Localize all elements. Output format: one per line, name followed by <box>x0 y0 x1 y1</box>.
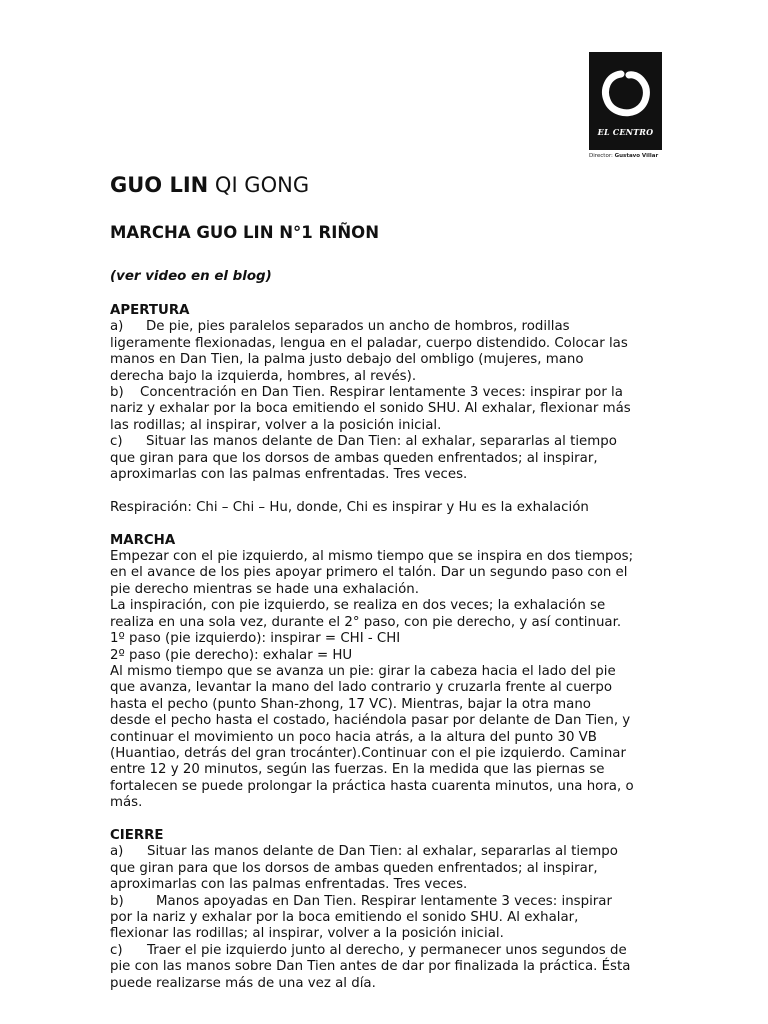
paragraph-line: pie derecho mientras se hade una exhalación. <box>110 581 419 597</box>
list-text: Manos apoyadas en Dan Tien. Respirar lentamente 3 veces: inspirar <box>156 893 612 909</box>
paragraph-line: fortalecen se puede prolongar la práctica hasta cuarenta minutos, una hora, o <box>110 778 634 794</box>
paragraph-line: 2º paso (pie derecho): exhalar = HU <box>110 647 353 663</box>
enso-circle-icon <box>599 66 653 122</box>
list-line <box>110 336 670 352</box>
list-text: Traer el pie izquierdo junto al derecho, y permanecer unos segundos de <box>147 942 627 958</box>
list-text: las rodillas; al inspirar, volver a la posición inicial. <box>110 417 442 433</box>
list-text: ligeramente flexionadas, lengua en el paladar, cuerpo distendido. Colocar las <box>110 335 628 351</box>
list-marker: b) <box>110 385 124 401</box>
director-label: Director: <box>589 153 613 159</box>
document-body <box>110 303 670 992</box>
list-line <box>110 418 670 434</box>
paragraph-line: La inspiración, con pie izquierdo, se realiza en dos veces; la exhalación se <box>110 598 606 614</box>
list-line <box>110 976 670 992</box>
list-text: puede realizarse más de una vez al día. <box>110 975 376 991</box>
marcha-paragraph <box>110 549 670 812</box>
list-text: aproximarlas con las palmas enfrentadas. Tres veces. <box>110 467 468 483</box>
list-text: pie con las manos sobre Dan Tien antes de dar por finalizada la práctica. Ésta <box>110 959 631 975</box>
list-line <box>110 926 670 942</box>
respiracion-text: Respiración: Chi – Chi – Hu, donde, Chi es inspirar y Hu es la exhalación <box>110 499 589 515</box>
list-marker: c) <box>110 942 123 958</box>
paragraph-line: continuar el movimiento un poco hacia atrás, a la altura del punto 30 VB <box>110 729 597 745</box>
list-text: manos en Dan Tien, la palma justo debajo del ombligo (mujeres, mano <box>110 352 584 368</box>
list-line <box>110 467 670 483</box>
list-text: que giran para que los dorsos de ambas queden enfrentados; al inspirar, <box>110 860 598 876</box>
logo-text: EL CENTRO <box>597 127 654 137</box>
list-line <box>110 369 670 385</box>
list-line <box>110 894 670 910</box>
list-marker: a) <box>110 319 124 335</box>
cierre-list <box>110 844 670 992</box>
director-name: Gustavo Villar <box>614 153 659 159</box>
paragraph-line: 1º paso (pie izquierdo): inspirar = CHI - CHI <box>110 631 401 647</box>
list-line <box>110 319 670 335</box>
paragraph-line: en el avance de los pies apoyar primero el talón. Dar un segundo paso con el <box>110 565 628 581</box>
list-line <box>110 401 670 417</box>
list-line <box>110 943 670 959</box>
title-bold: GUO LIN <box>110 173 209 197</box>
paragraph-line: Empezar con el pie izquierdo, al mismo tiempo que se inspira en dos tiempos; <box>110 549 634 565</box>
list-line <box>110 861 670 877</box>
list-text: aproximarlas con las palmas enfrentadas. Tres veces. <box>110 877 468 893</box>
list-line <box>110 877 670 893</box>
paragraph-line: que avanza, levantar la mano del lado contrario y cruzarla frente al cuerpo <box>110 680 613 696</box>
list-text: nariz y exhalar por la boca emitiendo el sonido SHU. Al exhalar, flexionar más <box>110 401 631 417</box>
list-text: Situar las manos delante de Dan Tien: al exhalar, separarlas al tiempo <box>146 434 617 450</box>
section-heading-cierre: CIERRE <box>110 827 164 843</box>
director-credit <box>589 153 669 159</box>
list-text: Situar las manos delante de Dan Tien: al exhalar, separarlas al tiempo <box>147 844 618 860</box>
list-marker: b) <box>110 893 124 909</box>
paragraph-line: Al mismo tiempo que se avanza un pie: girar la cabeza hacia el lado del pie <box>110 663 616 679</box>
list-text: flexionar las rodillas; al inspirar, volver a la posición inicial. <box>110 926 504 942</box>
section-heading-marcha: MARCHA <box>110 532 176 548</box>
paragraph-line: realiza en una sola vez, durante el 2° paso, con pie derecho, y así continuar. <box>110 614 622 630</box>
paragraph-line: (Huantiao, detrás del gran trocánter).Continuar con el pie izquierdo. Caminar <box>110 745 626 761</box>
title-rest: QI GONG <box>208 173 310 197</box>
list-line <box>110 451 670 467</box>
list-line <box>110 959 670 975</box>
list-line <box>110 910 670 926</box>
list-line <box>110 385 670 401</box>
list-text: que giran para que los dorsos de ambas queden enfrentados; al inspirar, <box>110 450 598 466</box>
section-heading-apertura: APERTURA <box>110 303 190 318</box>
el-centro-logo <box>589 52 662 150</box>
list-text: Concentración en Dan Tien. Respirar lentamente 3 veces: inspirar por la <box>140 385 623 401</box>
list-marker: c) <box>110 434 123 450</box>
list-text: derecha bajo la izquierda, hombres, al revés). <box>110 368 417 384</box>
list-text: De pie, pies paralelos separados un ancho de hombros, rodillas <box>146 319 570 335</box>
apertura-list <box>110 319 670 483</box>
list-text: por la nariz y exhalar por la boca emitiendo el sonido SHU. Al exhalar, <box>110 909 579 925</box>
video-note: (ver video en el blog) <box>110 269 272 284</box>
list-line <box>110 844 670 860</box>
list-line <box>110 352 670 368</box>
document-subtitle: MARCHA GUO LIN N°1 RIÑON <box>110 223 380 242</box>
list-marker: a) <box>110 844 124 860</box>
page-title <box>110 173 309 197</box>
paragraph-line: más. <box>110 795 143 811</box>
paragraph-line: desde el pecho hasta el costado, haciéndola pasar por delante de Dan Tien, y <box>110 713 631 729</box>
list-line <box>110 434 670 450</box>
paragraph-line: entre 12 y 20 minutos, según las fuerzas. En la medida que las piernas se <box>110 762 605 778</box>
paragraph-line: hasta el pecho (punto Shan-zhong, 17 VC). Mientras, bajar la otra mano <box>110 696 591 712</box>
